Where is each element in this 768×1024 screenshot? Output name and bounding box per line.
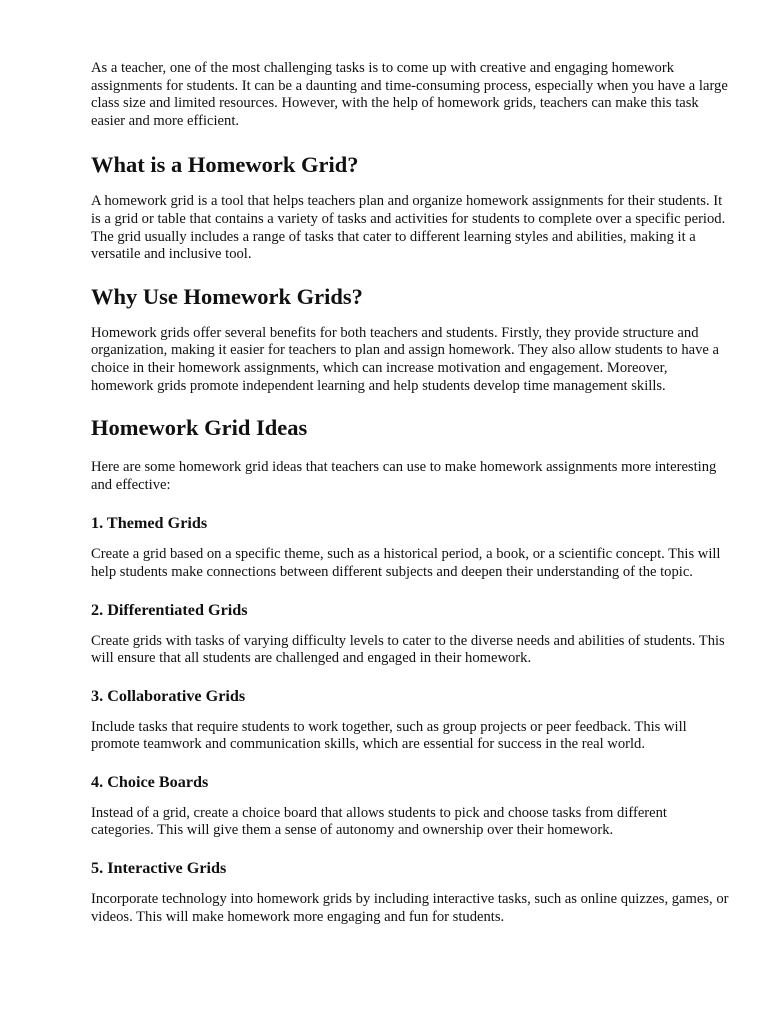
ideas-list xyxy=(91,513,731,926)
section-body-ideas: Here are some homework grid ideas that teachers can use to make homework assignments more interesting and effective: xyxy=(91,459,717,493)
idea-item xyxy=(91,513,731,581)
section-heading-why: Why Use Homework Grids? xyxy=(91,283,363,309)
idea-item xyxy=(91,772,731,840)
idea-body: Include tasks that require students to work together, such as group projects or peer feedback. This will promote teamwork and communication skills, which are essential for success in the real world. xyxy=(91,718,687,753)
idea-body: Create a grid based on a specific theme, such as a historical period, a book, or a scientific concept. This will help students make connections between different subjects and deepen their understanding of the topic. xyxy=(91,546,721,580)
idea-title: 2. Differentiated Grids xyxy=(91,600,248,619)
section-heading-what: What is a Homework Grid? xyxy=(91,152,359,178)
section-body-what: A homework grid is a tool that helps teachers plan and organize homework assignments for their students. It is a grid or table that contains a variety of tasks and activities for students to complete over a specific period. The grid usually includes a range of tasks that cater to different learning styles and abilities, making it a versatile and inclusive tool. xyxy=(91,193,726,263)
idea-title: 4. Choice Boards xyxy=(91,772,209,791)
idea-title: 3. Collaborative Grids xyxy=(91,686,246,705)
document-page xyxy=(91,60,731,926)
section-body-why: Homework grids offer several benefits for both teachers and students. Firstly, they provide structure and organization, making it easier for teachers to plan and assign homework. They also allow students to have a choice in their homework assignments, which can increase motivation and engagement. Moreover, homework grids promote independent learning and help students develop time management skills. xyxy=(91,324,720,394)
idea-title: 1. Themed Grids xyxy=(91,514,208,533)
section-heading-ideas: Homework Grid Ideas xyxy=(91,415,308,441)
idea-body: Create grids with tasks of varying difficulty levels to cater to the diverse needs and abilities of students. This will ensure that all students are challenged and engaged in their homework. xyxy=(91,632,725,667)
idea-title: 5. Interactive Grids xyxy=(91,859,227,878)
idea-item xyxy=(91,686,731,754)
idea-body: Incorporate technology into homework grids by including interactive tasks, such as online quizzes, games, or videos. This will make homework more engaging and fun for students. xyxy=(91,891,729,925)
idea-item xyxy=(91,858,731,926)
intro-paragraph: As a teacher, one of the most challenging tasks is to come up with creative and engaging homework assignments for students. It can be a daunting and time-consuming process, especially when you have a large class size and limited resources. However, with the help of homework grids, teachers can make this task easier and more efficient. xyxy=(91,60,728,129)
idea-item xyxy=(91,600,731,668)
idea-body: Instead of a grid, create a choice board that allows students to pick and choose tasks from different categories. This will give them a sense of autonomy and ownership over their homework. xyxy=(91,804,667,839)
